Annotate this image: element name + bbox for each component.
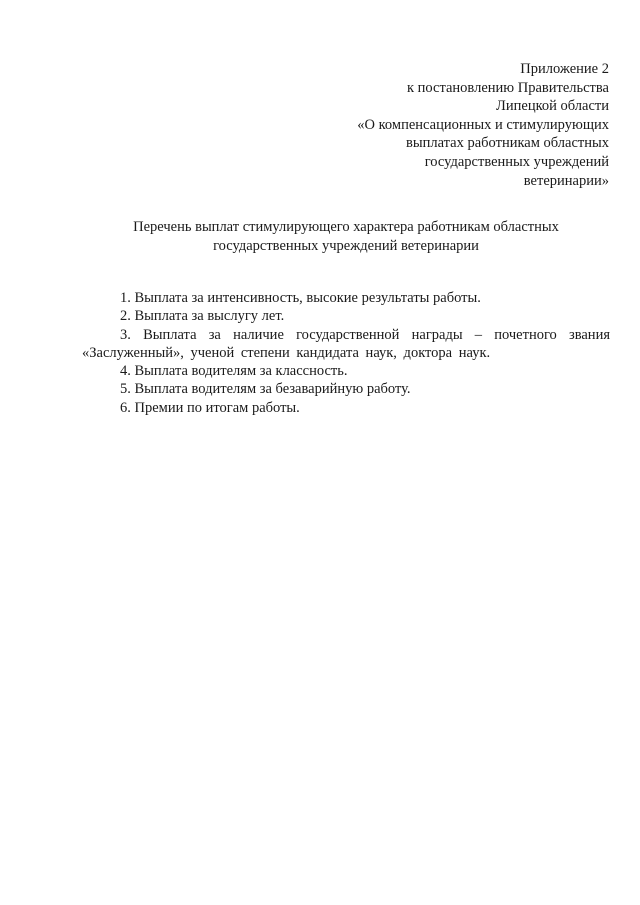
list-item: 3. Выплата за наличие государственной награды – почетного звания «Заслуженный», ученой степени кандидата наук, доктора наук. <box>82 326 610 361</box>
list-item: 2. Выплата за выслугу лет. <box>120 308 285 325</box>
appendix-line: к постановлению Правительства <box>407 79 609 96</box>
document-title <box>0 218 640 255</box>
appendix-line: ветеринарии» <box>523 172 609 189</box>
appendix-line: Приложение 2 <box>520 61 609 77</box>
list-item: 6. Премии по итогам работы. <box>120 399 300 416</box>
title-line: Перечень выплат стимулирующего характера работникам областных <box>133 219 559 235</box>
appendix-line: государственных учреждений <box>424 153 609 170</box>
appendix-line: «О компенсационных и стимулирующих <box>357 116 609 133</box>
appendix-line: выплатах работникам областных <box>406 135 609 152</box>
payments-list <box>82 289 610 417</box>
list-item: 1. Выплата за интенсивность, высокие результаты работы. <box>120 290 481 306</box>
title-line: государственных учреждений ветеринарии <box>213 237 479 254</box>
list-item: 4. Выплата водителям за классность. <box>120 363 348 380</box>
appendix-header <box>357 60 609 190</box>
list-item: 5. Выплата водителям за безаварийную работу. <box>120 381 411 398</box>
appendix-line: Липецкой области <box>496 98 609 115</box>
